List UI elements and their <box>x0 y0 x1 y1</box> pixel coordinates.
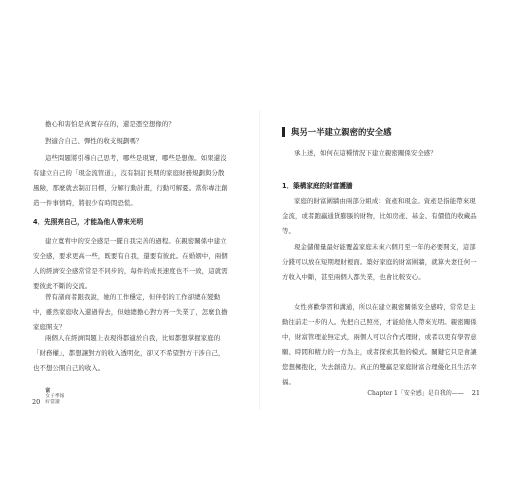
left-paragraph-4: 建立寬宥中的安全感是一擺自我完善的過程。在親密關係中建立安全感，要求更高一些，既要有自我，還要有彼此。在婚姻中，兩個人的經濟安全感常常是不同步的，每件的成長速度也不一致，這就需要彼此不斷的交流。 <box>33 237 228 290</box>
right-paragraph-3: 女性喜歡學習和溝通，所以在建立親密關係安全感時，常常是主動往前走一步的人。先把自己照亮，才能給他人帶來光明。親密關係中，財富管理並無定式，兩個人可以合作式理財，或者以更有學習意願、時間和精力的一方為主，或者探索其他的模式。關鍵它只是會讓您想擁抱化，失去創造力。真正的雙贏是家庭財富合理優化且生活幸福。 <box>282 303 477 386</box>
logo-mark: 富 <box>45 388 51 394</box>
section-title-text: 與另一半建立親密的安全感 <box>291 127 392 137</box>
right-paragraph-1: 家庭的財富圍牆由兩部分組成：資產和現金。資產是指能帶來現金流，或者跑贏通貨膨脹的財物，比如房產、基金、有價值的收藏品等。 <box>282 197 477 235</box>
logo-line-1: 女子季報 <box>45 394 65 399</box>
right-footer <box>367 388 480 397</box>
left-paragraph-6: 兩個人在經濟問題上表現得都適於自我，比如都想掌握家庭的「財務權」，都想讓對方的收入透明化，卻又不希望對方干涉自己，也不想公開自己的收入。 <box>33 334 225 372</box>
right-page <box>260 0 520 500</box>
section-title <box>282 126 392 138</box>
left-paragraph-5: 曾有諸商者跟我說，她的工作穩定，但伴侶的工作卻總在變動中，雖然家庭收入還過得去，但她總擔心對方再一失業了，怎麼負擔家庭開支？ <box>33 293 228 331</box>
chapter-label: Chapter 1「安全感」是自我的—— <box>367 390 464 397</box>
right-intro: 承上述，如何在這種情況下建立親密關係安全感？ <box>294 149 437 157</box>
left-paragraph-2: 對適合自己、彈性的收支規劃嗎？ <box>45 137 143 145</box>
publisher-logo <box>45 388 64 406</box>
left-subheading: 4．先照亮自己，才能為他人帶來光明 <box>33 218 144 226</box>
right-subheading: 1．築構家庭的財富護牆 <box>282 182 353 190</box>
left-page-number: 20 <box>32 398 41 406</box>
right-page-number: 21 <box>471 389 480 397</box>
left-footer <box>32 388 64 406</box>
right-paragraph-2: 現金儲備量最好能覆蓋家庭未來六個月至一年的必要開支，這部分錢可以放在短期理財裡面。築好家庭的財富圍牆，就算夫妻任何一方收入中斷，甚至兩個人都失業，也會比較安心。 <box>282 243 477 281</box>
section-bar-icon <box>282 127 285 137</box>
logo-line-2: 好當讀 <box>45 400 60 405</box>
left-paragraph-3: 這些問題將引導自己思考，哪些是現實，哪些是想像。如果還沒有建立自己的「現金流管道」，沒有制訂長期的家庭財務規劃與分散風險，那麼就去制訂目標，分解行動計畫，行動可解憂。當你專注創造一件事情時，將很少有時間恐慌。 <box>33 154 228 207</box>
left-paragraph-1: 擔心和害怕是真實存在的，還是憑空想像的？ <box>45 120 175 128</box>
